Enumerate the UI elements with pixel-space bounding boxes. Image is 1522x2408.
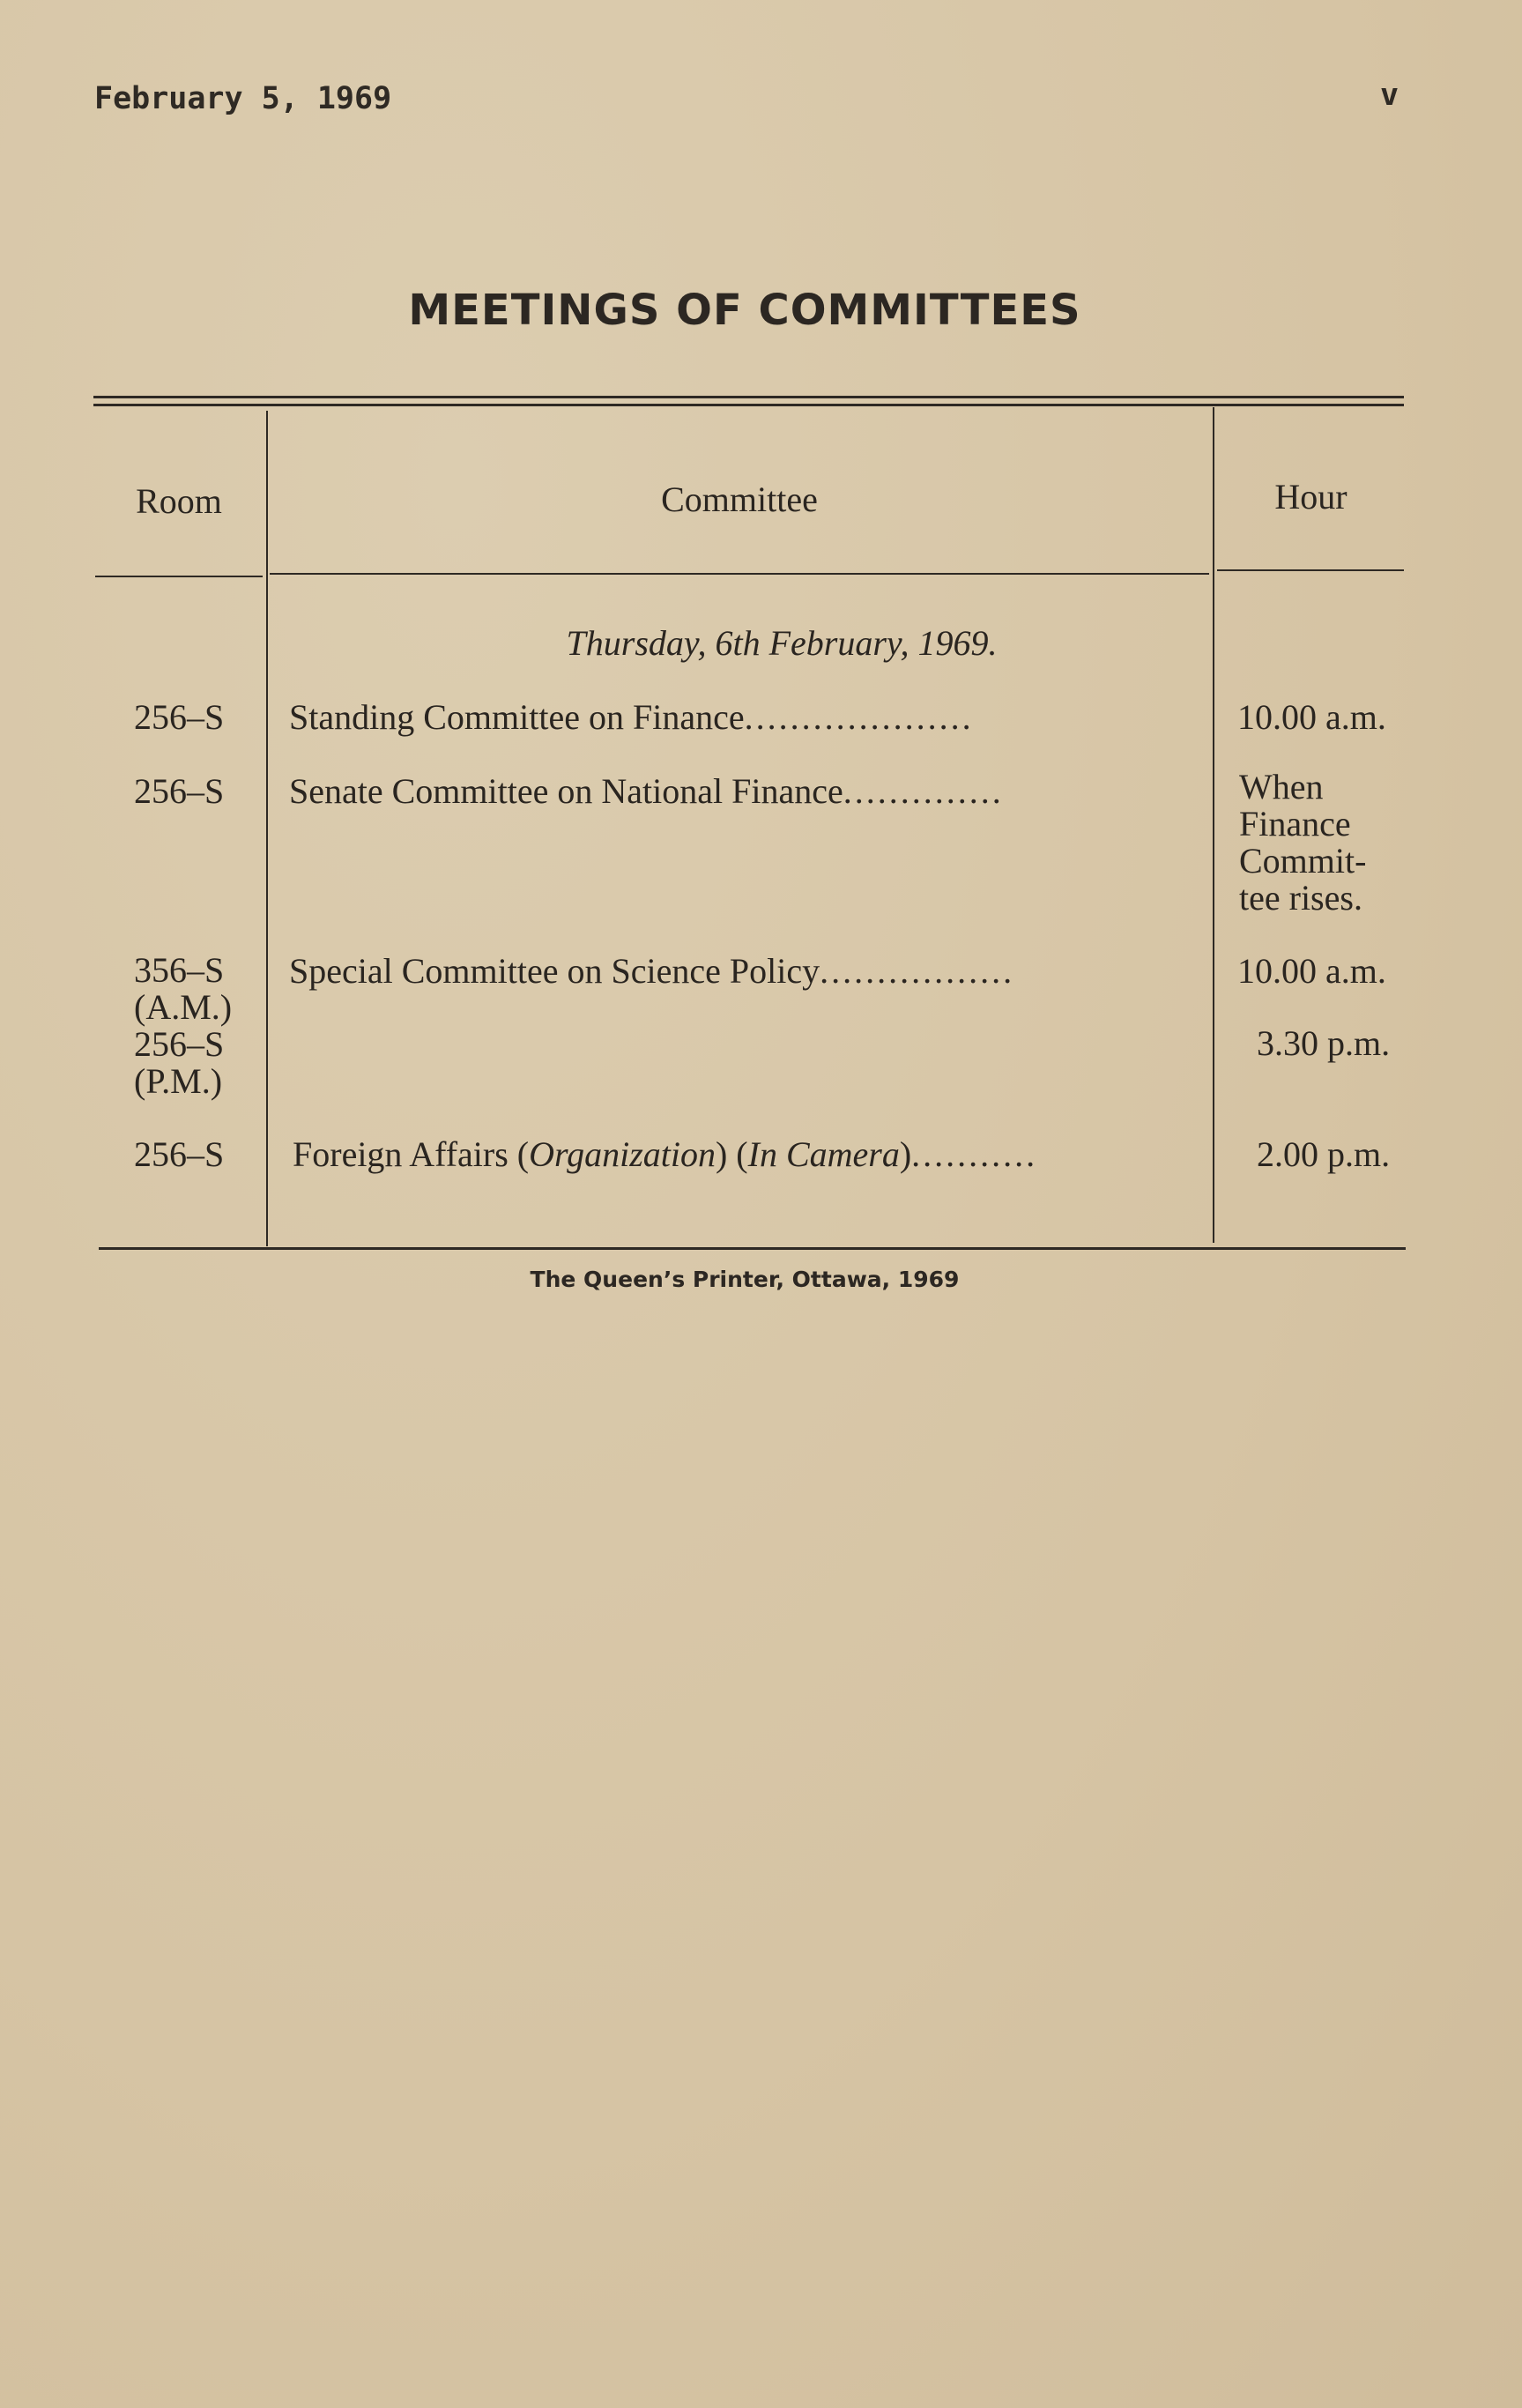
- row-4-hour: 2.00 p.m.: [1257, 1134, 1391, 1174]
- column-divider-1: [266, 411, 268, 1246]
- table-bottom-rule: [99, 1247, 1406, 1250]
- committee-name-part: Foreign Affairs (: [293, 1134, 530, 1174]
- hour-line: Commit-: [1239, 841, 1367, 881]
- committee-name-part: ): [899, 1134, 912, 1174]
- table-top-rule-2: [93, 404, 1404, 406]
- row-3-committee: [289, 950, 1014, 992]
- header-rule-room: [95, 576, 263, 577]
- row-3-hour-pm: 3.30 p.m.: [1257, 1023, 1391, 1063]
- leader-dots: ...........: [911, 1134, 1038, 1174]
- header-rule-committee: [270, 573, 1209, 575]
- row-3-hour-am: 10.00 a.m.: [1237, 951, 1386, 991]
- committee-name: Senate Committee on National Finance: [289, 771, 843, 811]
- committee-name-part: Organization: [529, 1134, 716, 1174]
- table-top-rule-1: [93, 396, 1404, 398]
- hour-line: When: [1239, 767, 1324, 806]
- row-2-committee: [289, 770, 1004, 812]
- leader-dots: .................: [820, 951, 1015, 991]
- row-1-room: 256–S: [134, 697, 225, 737]
- row-2-room: 256–S: [134, 771, 225, 811]
- header-date: February 5, 1969: [94, 81, 392, 116]
- date-heading: Thursday, 6th February, 1969.: [566, 623, 998, 663]
- leader-dots: ....................: [744, 697, 974, 737]
- row-4-committee: [293, 1133, 1037, 1175]
- row-2-hour: [1239, 769, 1366, 917]
- page-title: MEETINGS OF COMMITTEES: [408, 286, 1081, 335]
- row-3-room: [134, 952, 232, 1100]
- hour-line: tee rises.: [1239, 878, 1362, 918]
- column-header-hour: Hour: [1274, 477, 1348, 517]
- column-divider-2: [1213, 407, 1214, 1243]
- committee-name: Special Committee on Science Policy: [289, 951, 820, 991]
- page-number: v: [1380, 78, 1399, 113]
- row-1-hour: 10.00 a.m.: [1237, 697, 1386, 737]
- room-line: 256–S: [134, 1024, 225, 1064]
- row-4-room: 256–S: [134, 1134, 225, 1174]
- room-line: (A.M.): [134, 987, 233, 1027]
- column-header-committee: Committee: [661, 479, 818, 519]
- committee-name-part: In Camera: [747, 1134, 900, 1174]
- hour-line: Finance: [1239, 804, 1351, 844]
- row-1-committee: [289, 696, 974, 738]
- room-line: (P.M.): [134, 1061, 223, 1101]
- column-header-room: Room: [136, 481, 222, 521]
- committee-name: Standing Committee on Finance: [289, 697, 745, 737]
- leader-dots: ..............: [843, 771, 1004, 811]
- printer-imprint: The Queen’s Printer, Ottawa, 1969: [530, 1267, 960, 1292]
- committee-name-part: ) (: [715, 1134, 748, 1174]
- room-line: 356–S: [134, 950, 225, 990]
- header-rule-hour: [1217, 569, 1404, 571]
